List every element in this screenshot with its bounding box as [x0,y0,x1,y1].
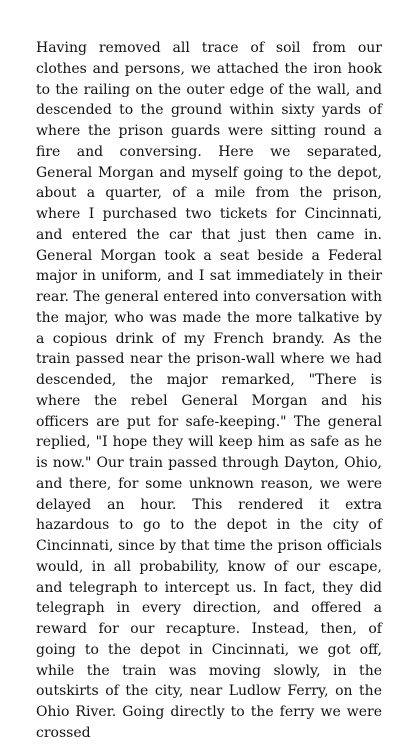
page-content [36,38,382,741]
body-paragraph: Having removed all trace of soil from our clothes and persons, we attached the iron hook to the railing on the outer edge of the wall, and descended to the ground within sixty yards of where the prison guards were sitting round a fire and conversing. Here we separated, General Morgan and myself going to the depot, about a quarter, of a mile from the prison, where I purchased two tickets for Cincinnati, and entered the car that just then came in. General Morgan took a seat beside a Federal major in uniform, and I sat immediately in their rear. The general entered into conversation with the major, who was made the more talkative by a copious drink of my French brandy. As the train passed near the prison-wall where we had descended, the major remarked, "There is where the rebel General Morgan and his officers are put for safe-keeping." The general replied, "I hope they will keep him as safe as he is now." Our train passed through Dayton, Ohio, and there, for some unknown reason, we were delayed an hour. This rendered it extra hazardous to go to the depot in the city of Cincinnati, since by that time the prison officials would, in all probability, know of our escape, and telegraph to intercept us. In fact, they did telegraph in every direction, and offered a reward for our recapture. Instead, then, of going to the depot in Cincinnati, we got off, while the train was moving slowly, in the outskirts of the city, near Ludlow Ferry, on the Ohio River. Going directly to the ferry we were crossed [36,40,382,741]
